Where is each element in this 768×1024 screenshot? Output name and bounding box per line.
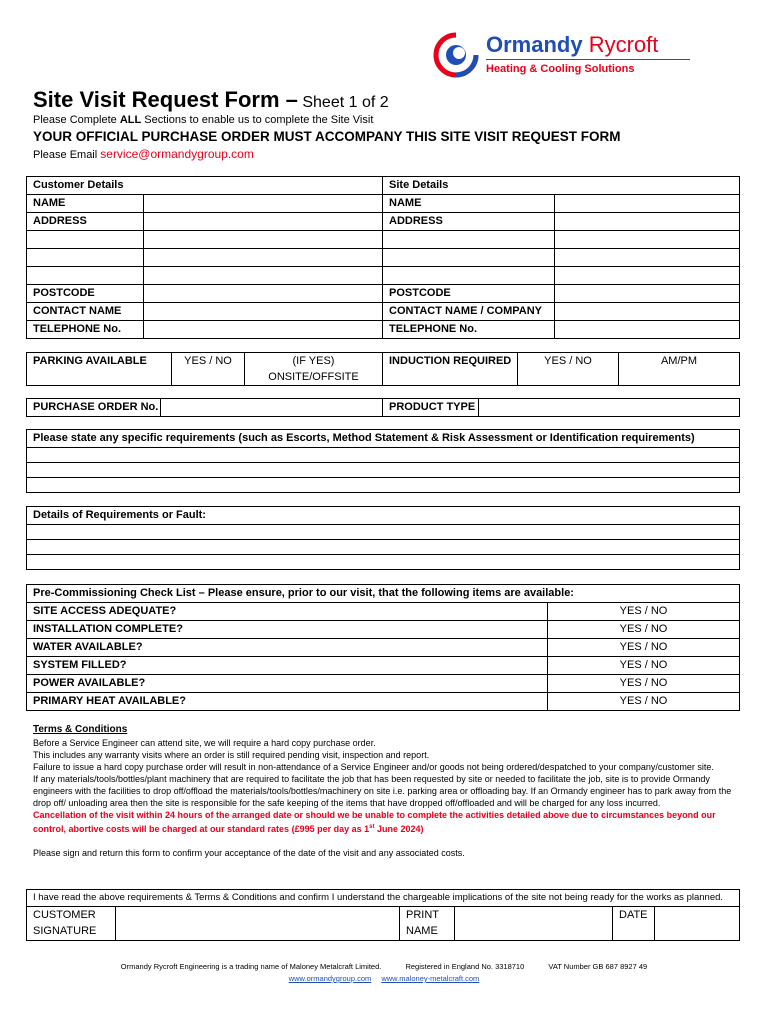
purchase-order-field[interactable] — [161, 399, 383, 417]
logo-name-second: Rycroft — [588, 32, 659, 57]
sheet-indicator: Sheet 1 of 2 — [302, 94, 389, 111]
complete-instruction: Please Complete ALL Sections to enable us to complete the Site Visit — [33, 114, 374, 126]
site-address-field[interactable] — [555, 213, 740, 231]
order-table — [26, 398, 740, 417]
print-name-label: PRINT NAME — [400, 907, 455, 941]
terms-heading: Terms & Conditions — [33, 724, 128, 735]
customer-address-line[interactable] — [144, 249, 383, 267]
footer-links — [0, 974, 768, 983]
customer-telephone-field[interactable] — [144, 321, 383, 339]
checklist-item: WATER AVAILABLE? — [27, 639, 548, 657]
fault-line[interactable] — [27, 525, 740, 540]
customer-signature-label: CUSTOMER SIGNATURE — [27, 907, 116, 941]
sign-note: Please sign and return this form to confirm your acceptance of the date of the visit and any associated costs. — [33, 848, 465, 858]
site-name-label: NAME — [383, 195, 555, 213]
page-title — [33, 87, 389, 116]
checklist-table — [26, 584, 740, 711]
checklist-item: POWER AVAILABLE? — [27, 675, 548, 693]
requirements-line[interactable] — [27, 448, 740, 463]
site-address-line[interactable] — [383, 267, 555, 285]
customer-name-label: NAME — [27, 195, 144, 213]
induction-required-label: INDUCTION REQUIRED — [383, 353, 518, 386]
checklist-answer[interactable]: YES / NO — [548, 621, 740, 639]
form-title: Site Visit Request Form – — [33, 87, 298, 112]
requirements-table — [26, 429, 740, 493]
terms-paragraph: If any materials/tools/bottles/plant machinery that are required to facilitate the job that has been requested by site or needed to facilitate the job, site is to provide Ormandy engineers with the facilities to drop off/offload the materials/tools/bottles/machinery on site i.e. parking area or offloading bay. If an Ormandy engineer has to park away from the drop off/ unloading area then the site is responsible for the safe keeping of the items that have dropped off/offloaded and will be charged for any loss incurred. — [33, 774, 732, 808]
fault-line[interactable] — [27, 555, 740, 570]
site-address-line[interactable] — [383, 231, 555, 249]
customer-address-line[interactable] — [144, 267, 383, 285]
parking-location[interactable]: (IF YES) ONSITE/OFFSITE — [245, 353, 383, 386]
purchase-order-label: PURCHASE ORDER No. — [27, 399, 161, 417]
date-field[interactable] — [655, 907, 740, 941]
terms-paragraph: Before a Service Engineer can attend site, we will require a hard copy purchase order. — [33, 738, 376, 748]
checklist-answer[interactable]: YES / NO — [548, 675, 740, 693]
footer-link-maloney[interactable]: www.maloney-metalcraft.com — [381, 974, 480, 983]
checklist-item: PRIMARY HEAT AVAILABLE? — [27, 693, 548, 711]
print-name-field[interactable] — [455, 907, 613, 941]
cancellation-notice: Cancellation of the visit within 24 hours of the arranged date or should we be unable to complete the activities detailed above due to circumstances beyond our control, abortive costs will be charged at our standard rates (£995 per day as 1st June 2024) — [33, 810, 716, 834]
site-address-label: ADDRESS — [383, 213, 555, 231]
requirements-header: Please state any specific requirements (such as Escorts, Method Statement & Risk Assessment or Identification requirements) — [27, 430, 740, 448]
site-details-header: Site Details — [383, 177, 740, 195]
terms-section — [33, 723, 733, 859]
checklist-answer[interactable]: YES / NO — [548, 603, 740, 621]
checklist-item: SITE ACCESS ADEQUATE? — [27, 603, 548, 621]
induction-yes-no[interactable]: YES / NO — [518, 353, 619, 386]
checklist-item: INSTALLATION COMPLETE? — [27, 621, 548, 639]
requirements-line[interactable] — [27, 463, 740, 478]
logo-swirl-icon — [432, 32, 480, 78]
logo-tagline: Heating & Cooling Solutions — [486, 63, 635, 75]
email-link[interactable]: service@ormandygroup.com — [100, 147, 254, 161]
product-type-field[interactable] — [479, 399, 740, 417]
footer-link-ormandy[interactable]: www.ormandygroup.com — [288, 974, 372, 983]
checklist-header: Pre-Commissioning Check List – Please ensure, prior to our visit, that the following items are available: — [27, 585, 740, 603]
fault-line[interactable] — [27, 540, 740, 555]
terms-paragraph: This includes any warranty visits where an order is still required pending visit, inspection and report. — [33, 750, 430, 760]
customer-address-label: ADDRESS — [27, 213, 144, 231]
customer-postcode-label: POSTCODE — [27, 285, 144, 303]
customer-telephone-label: TELEPHONE No. — [27, 321, 144, 339]
fault-table — [26, 506, 740, 570]
site-postcode-field[interactable] — [555, 285, 740, 303]
product-type-label: PRODUCT TYPE — [383, 399, 479, 417]
customer-contact-field[interactable] — [144, 303, 383, 321]
customer-address-line[interactable] — [144, 231, 383, 249]
induction-ampm[interactable]: AM/PM — [619, 353, 740, 386]
checklist-answer[interactable]: YES / NO — [548, 657, 740, 675]
footer-company-line: Ormandy Rycroft Engineering is a trading name of Maloney Metalcraft Limited. Registered in England No. 3318710 VAT Number GB 687 8927 49 — [120, 962, 648, 971]
confirmation-statement: I have read the above requirements & Terms & Conditions and confirm I understand the chargeable implications of the site not being ready for the works as planned. — [27, 890, 740, 907]
site-name-field[interactable] — [555, 195, 740, 213]
fault-header: Details of Requirements or Fault: — [27, 507, 740, 525]
site-contact-field[interactable] — [555, 303, 740, 321]
site-address-line[interactable] — [555, 231, 740, 249]
logo-name-first: Ormandy — [486, 32, 583, 57]
parking-table — [26, 352, 740, 386]
requirements-line[interactable] — [27, 478, 740, 493]
site-contact-label: CONTACT NAME / COMPANY — [383, 303, 555, 321]
customer-address-line[interactable] — [27, 267, 144, 285]
site-telephone-field[interactable] — [555, 321, 740, 339]
signature-table — [26, 889, 740, 941]
parking-available-label: PARKING AVAILABLE — [27, 353, 172, 386]
customer-contact-label: CONTACT NAME — [27, 303, 144, 321]
purchase-order-notice: YOUR OFFICIAL PURCHASE ORDER MUST ACCOMPANY THIS SITE VISIT REQUEST FORM — [33, 129, 621, 144]
customer-postcode-field[interactable] — [144, 285, 383, 303]
date-label: DATE — [613, 907, 655, 941]
terms-paragraph: Failure to issue a hard copy purchase order will result in non-attendance of a Service Engineer and/or goods not being ordered/despatched to your company/customer site. — [33, 762, 714, 772]
customer-details-header: Customer Details — [27, 177, 383, 195]
site-address-line[interactable] — [383, 249, 555, 267]
customer-address-line[interactable] — [27, 231, 144, 249]
customer-address-line[interactable] — [27, 249, 144, 267]
site-telephone-label: TELEPHONE No. — [383, 321, 555, 339]
checklist-item: SYSTEM FILLED? — [27, 657, 548, 675]
site-address-line[interactable] — [555, 267, 740, 285]
email-line: Please Email service@ormandygroup.com — [33, 147, 254, 161]
footer — [0, 962, 768, 983]
site-postcode-label: POSTCODE — [383, 285, 555, 303]
checklist-answer[interactable]: YES / NO — [548, 693, 740, 711]
site-address-line[interactable] — [555, 249, 740, 267]
company-logo — [430, 30, 692, 80]
customer-signature-field[interactable] — [116, 907, 400, 941]
customer-address-field[interactable] — [144, 213, 383, 231]
customer-name-field[interactable] — [144, 195, 383, 213]
parking-yes-no[interactable]: YES / NO — [172, 353, 245, 386]
details-table — [26, 176, 740, 339]
checklist-answer[interactable]: YES / NO — [548, 639, 740, 657]
